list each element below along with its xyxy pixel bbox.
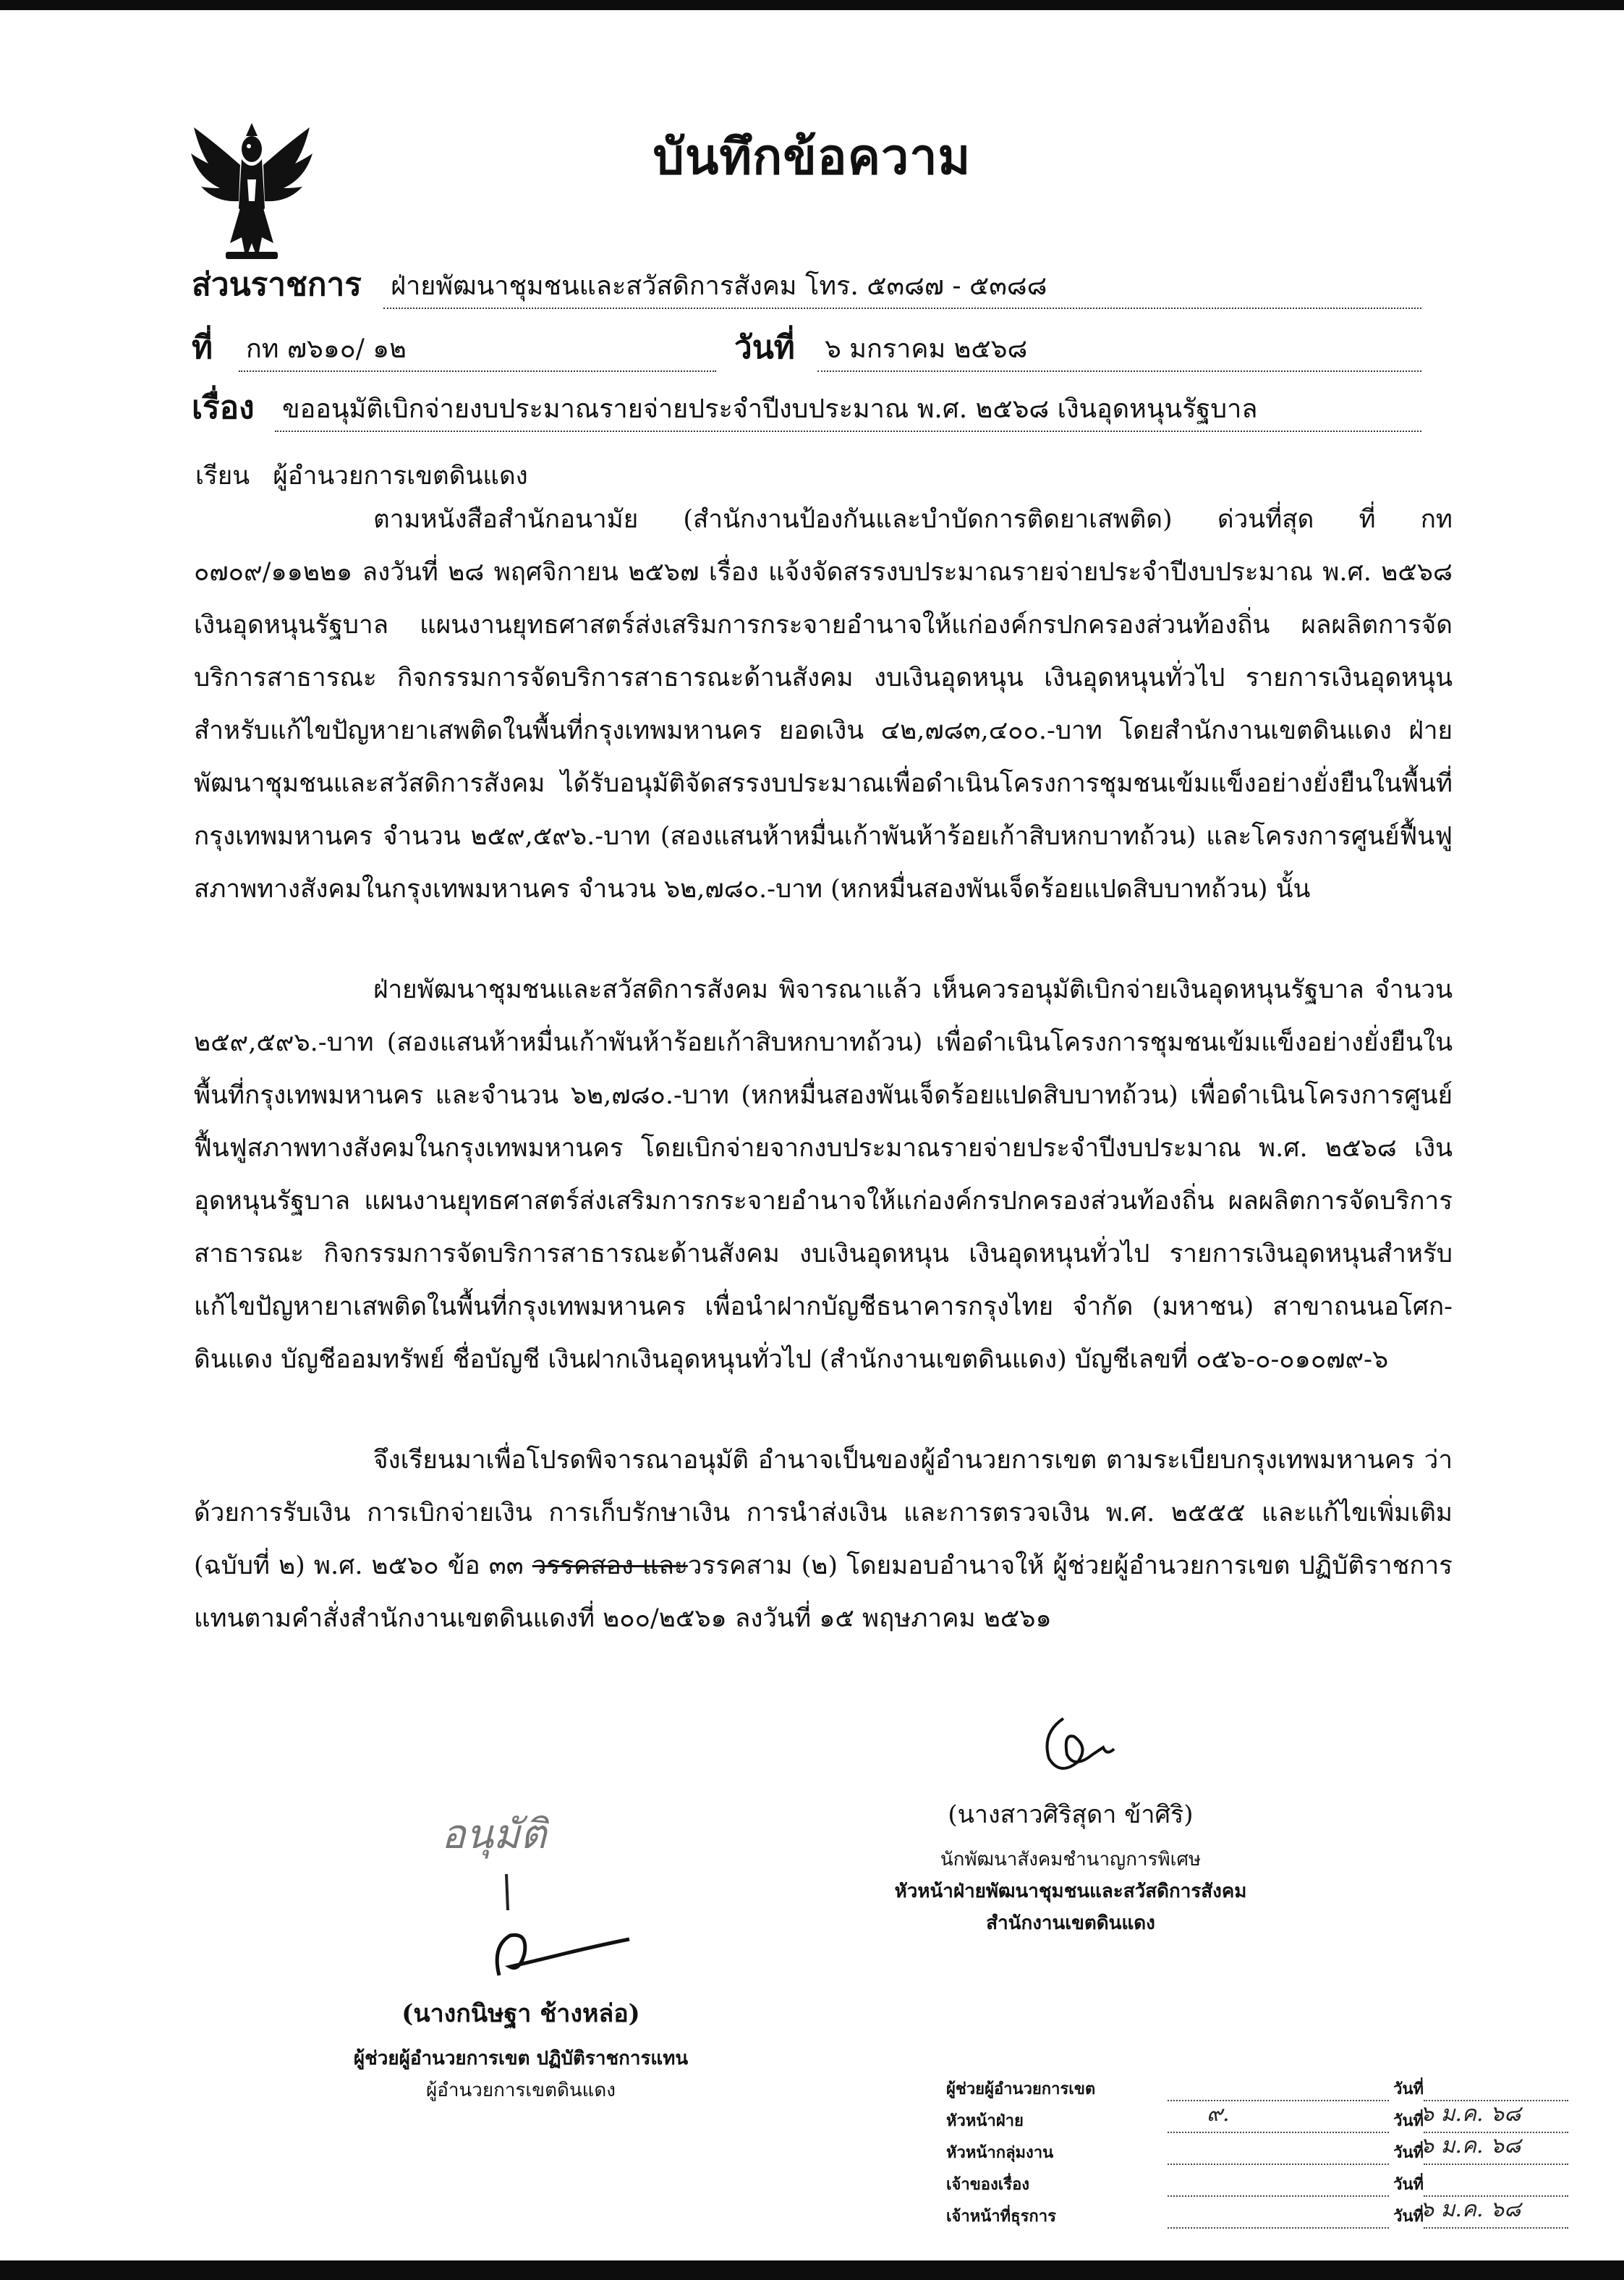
paragraph-3-text-after: วรรคสาม (๒) โดยมอบอำนาจให้ ผู้ช่วยผู้อำนวยการเขต ปฏิบัติราชการแทนตามคำสั่งสำนักงานเขตดินแดงที่ ๒๐๐/๒๕๖๑ ลงวันที่ ๑๕ พฤษภาคม ๒๕๖๑ — [194, 1551, 1453, 1633]
routing-date-label: วันที่ — [1393, 2175, 1424, 2194]
signer-left-position: ผู้ช่วยผู้อำนวยการเขต ปฏิบัติราชการแทน — [353, 2048, 689, 2069]
routing-date-label: วันที่ — [1393, 2111, 1424, 2130]
signature-mark-right-icon — [1034, 1704, 1136, 1784]
body-paragraph-1: ตามหนังสือสำนักอนามัย (สำนักงานป้องกันและบำบัดการติดยาเสพติด) ด่วนที่สุด ที่ กท ๐๗๐๙/๑๑๒๒๑ ลงวันที่ ๒๘ พฤศจิกายน ๒๕๖๗ เรื่อง แจ้งจัดสรรงบประมาณรายจ่ายประจำปีงบประมาณ พ.ศ. ๒๕๖๘ เงินอุดหนุนรัฐบาล แผนงานยุทธศาสตร์ส่งเสริมการกระจายอำนาจให้แก่องค์กรปกครองส่วนท้องถิ่น ผลผลิตการจัดบริการสาธารณะ กิจกรรมการจัดบริการสาธารณะด้านสังคม งบเงินอุดหนุน เงินอุดหนุนทั่วไป รายการเงินอุดหนุนสำหรับแก้ไขปัญหายาเสพติดในพื้นที่กรุงเทพมหานคร ยอดเงิน ๔๒,๗๘๓,๔๐๐.-บาท โดยสำนักงานเขตดินแดง ฝ่ายพัฒนาชุมชนและสวัสดิการสังคม ได้รับอนุมัติจัดสรรงบประมาณเพื่อดำเนินโครงการชุมชนเข้มแข็งอย่างยั่งยืนในพื้นที่กรุงเทพมหานคร จำนวน ๒๕๙,๕๙๖.-บาท (สองแสนห้าหมื่นเก้าพันห้าร้อยเก้าสิบหกบาทถ้วน) และโครงการศูนย์ฟื้นฟูสภาพทางสังคมในกรุงเทพมหานคร จำนวน ๖๒,๗๘๐.-บาท (หกหมื่นสองพันเจ็ดร้อยแปดสิบบาทถ้วน) นั้น — [194, 505, 1453, 904]
routing-handwritten-mark: ๙. — [1207, 2101, 1230, 2127]
signer-left-office: ผู้อำนวยการเขตดินแดง — [426, 2080, 616, 2101]
routing-table — [946, 2069, 1568, 2229]
routing-role: เจ้าของเรื่อง — [946, 2175, 1030, 2194]
document-title: บันทึกข้อความ — [652, 128, 972, 186]
routing-handwritten-date: ๖ ม.ค. ๖๘ — [1420, 2197, 1521, 2222]
reference-label: ที่ — [192, 329, 213, 366]
struck-text: วรรคสอง และ — [532, 1551, 688, 1580]
body-paragraph-3 — [194, 1434, 1453, 1645]
subject-label: เรื่อง — [192, 389, 255, 426]
routing-role: หัวหน้ากลุ่มงาน — [946, 2143, 1054, 2162]
paragraph-3-text-before: จึงเรียนมาเพื่อโปรดพิจารณาอนุมัติ อำนาจเป็นของผู้อำนวยการเขต ตามระเบียบกรุงเทพมหานคร ว่าด้วยการรับเงิน การเบิกจ่ายเงิน การเก็บรักษาเงิน การนำส่งเงิน และการตรวจเงิน พ.ศ. ๒๕๕๕ และแก้ไขเพิ่มเติม (ฉบับที่ ๒) พ.ศ. ๒๕๖๐ ข้อ ๓๓ — [194, 1446, 1453, 1580]
routing-signature-line — [1168, 2082, 1389, 2101]
routing-date-label: วันที่ — [1393, 2143, 1424, 2162]
date-value: ๖ มกราคม ๒๕๖๘ — [817, 328, 1421, 372]
agency-label: ส่วนราชการ — [192, 266, 362, 303]
signer-left-name: (นางกนิษฐา ช้างหล่อ) — [401, 1999, 640, 2028]
date-label: วันที่ — [734, 329, 795, 366]
routing-role: หัวหน้าฝ่าย — [946, 2111, 1024, 2130]
salutation-recipient: ผู้อำนวยการเขตดินแดง — [273, 462, 528, 491]
routing-row — [946, 2133, 1568, 2165]
scan-edge-bottom — [0, 2260, 1624, 2280]
routing-row — [946, 2197, 1568, 2229]
routing-handwritten-date: ๖ ม.ค. ๖๘ — [1420, 2101, 1521, 2127]
routing-role: ผู้ช่วยผู้อำนวยการเขต — [946, 2080, 1096, 2098]
salutation — [195, 456, 551, 496]
agency-value: ฝ่ายพัฒนาชุมชนและสวัสดิการสังคม โทร. ๕๓๘๗ - ๕๓๘๘ — [383, 265, 1421, 309]
routing-signature-line — [1168, 2114, 1389, 2133]
reference-value: กท ๗๖๑๐/ ๑๒ — [239, 328, 716, 372]
signer-right-department: หัวหน้าฝ่ายพัฒนาชุมชนและสวัสดิการสังคม — [894, 1881, 1247, 1902]
approval-handwritten-note: อนุมัติ — [441, 1811, 547, 1858]
routing-role: เจ้าหน้าที่ธุรการ — [946, 2207, 1056, 2226]
routing-signature-line — [1168, 2178, 1389, 2197]
routing-date-label: วันที่ — [1393, 2080, 1424, 2098]
routing-signature-line — [1168, 2146, 1389, 2165]
signer-left — [318, 1993, 723, 2106]
signer-right — [868, 1794, 1273, 1939]
signer-right-position: นักพัฒนาสังคมชำนาญการพิเศษ — [940, 1849, 1202, 1870]
routing-signature-line — [1168, 2210, 1389, 2229]
routing-handwritten-date: ๖ ม.ค. ๖๘ — [1420, 2133, 1521, 2158]
signer-right-name: (นางสาวศิริสุดา ข้าศิริ) — [948, 1800, 1194, 1829]
salutation-label: เรียน — [195, 462, 250, 491]
subject-value: ขออนุมัติเบิกจ่ายงบประมาณรายจ่ายประจำปีงบประมาณ พ.ศ. ๒๕๖๘ เงินอุดหนุนรัฐบาล — [275, 388, 1421, 432]
scan-edge-top — [0, 0, 1624, 10]
signer-right-office: สำนักงานเขตดินแดง — [986, 1912, 1155, 1934]
routing-date-label: วันที่ — [1393, 2207, 1424, 2226]
signature-mark-left-icon — [477, 1867, 637, 1990]
body-paragraph-2: ฝ่ายพัฒนาชุมชนและสวัสดิการสังคม พิจารณาแล้ว เห็นควรอนุมัติเบิกจ่ายเงินอุดหนุนรัฐบาล จำนวน ๒๕๙,๕๙๖.-บาท (สองแสนห้าหมื่นเก้าพันห้าร้อยเก้าสิบหกบาทถ้วน) เพื่อดำเนินโครงการชุมชนเข้มแข็งอย่างยั่งยืนในพื้นที่กรุงเทพมหานคร และจำนวน ๖๒,๗๘๐.-บาท (หกหมื่นสองพันเจ็ดร้อยแปดสิบบาทถ้วน) เพื่อดำเนินโครงการศูนย์ฟื้นฟูสภาพทางสังคมในกรุงเทพมหานคร โดยเบิกจ่ายจากงบประมาณรายจ่ายประจำปีงบประมาณ พ.ศ. ๒๕๖๘ เงินอุดหนุนรัฐบาล แผนงานยุทธศาสตร์ส่งเสริมการกระจายอำนาจให้แก่องค์กรปกครองส่วนท้องถิ่น ผลผลิตการจัดบริการสาธารณะ กิจกรรมการจัดบริการสาธารณะด้านสังคม งบเงินอุดหนุน เงินอุดหนุนทั่วไป รายการเงินอุดหนุนสำหรับแก้ไขปัญหายาเสพติดในพื้นที่กรุงเทพมหานคร เพื่อนำฝากบัญชีธนาคารกรุงไทย จำกัด (มหาชน) สาขาถนนอโศก-ดินแดง บัญชีออมทรัพย์ ชื่อบัญชี เงินฝากเงินอุดหนุนทั่วไป (สำนักงานเขตดินแดง) บัญชีเลขที่ ๐๕๖-๐-๐๑๐๗๙-๖ — [194, 975, 1453, 1374]
